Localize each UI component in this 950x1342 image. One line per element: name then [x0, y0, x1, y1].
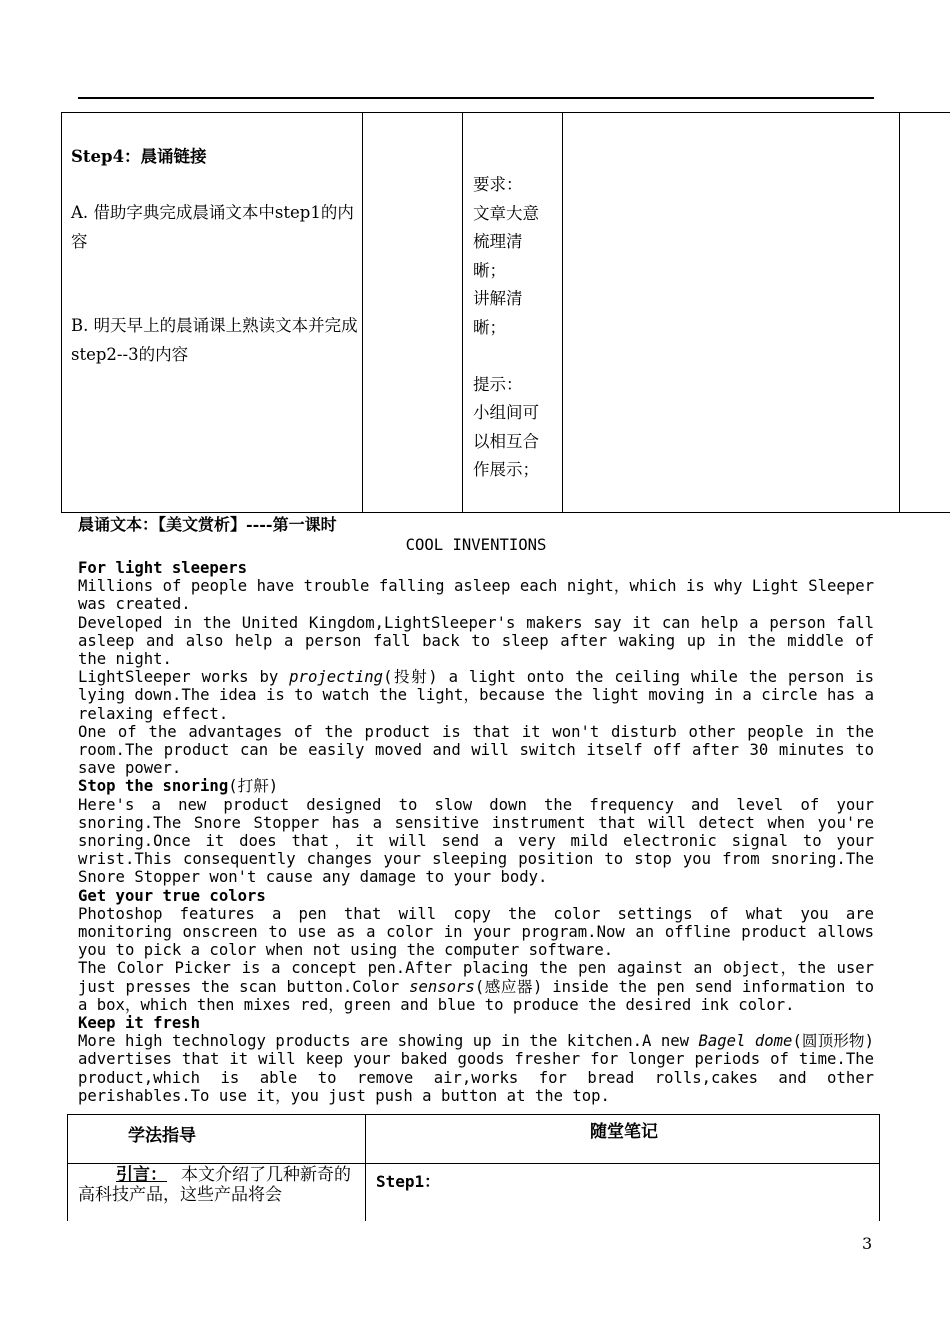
requirement-line: 作展示； — [473, 460, 539, 479]
paragraph: The Color Picker is a concept pen.After placing the pen against an object，the user just presses the scan button.Color sensors(感应器) inside the pen send information to a box，which then mixes red，green and blue to produce the desired ink color. — [78, 959, 874, 1014]
intro-text: 引言： 本文介绍了几种新奇的高科技产品，这些产品将会 — [78, 1165, 351, 1205]
notes-table — [67, 1114, 880, 1221]
requirement-line: 提示： — [473, 374, 523, 394]
activity-table — [61, 112, 950, 513]
requirements-list — [473, 171, 563, 485]
vocab-term: sensors — [409, 977, 475, 996]
reading-passage — [78, 515, 874, 1105]
requirement-line: 以相互合 — [473, 431, 539, 451]
requirement-line: 晰； — [473, 317, 506, 337]
section-heading: For light sleepers — [78, 559, 247, 577]
section-heading: Keep it fresh — [78, 1014, 201, 1033]
page-number: 3 — [862, 1234, 873, 1253]
table-divider — [362, 113, 363, 512]
paragraph: Millions of people have trouble falling asleep each night，which is why Light Sleeper was created. — [78, 577, 874, 614]
table-divider — [462, 113, 463, 512]
requirement-line: 梳理清 — [473, 232, 523, 251]
table-divider — [365, 1115, 366, 1221]
task-item-b: B. 明天早上的晨诵课上熟读文本并完成step2--3的内容 — [71, 316, 358, 364]
requirement-line — [473, 342, 563, 371]
requirement-line: 文章大意 — [473, 203, 539, 223]
vocab-term: projecting — [289, 668, 384, 687]
passage-header: 晨诵文本：【美文赏析】----第一课时 — [78, 515, 337, 534]
class-notes-header: 随堂笔记 — [590, 1122, 658, 1142]
paragraph: More high technology products are showing up in the kitchen.A new Bagel dome(圆顶形物) advertises that it will keep your baked goods fresher for longer periods of time.The product,which is able to remove air,works for bread rolls,cakes and other perishables.To use it，you just push a button at the top. — [78, 1032, 874, 1105]
passage-title: COOL INVENTIONS — [405, 536, 547, 554]
paragraph: One of the advantages of the product is that it won't disturb other people in the room.The product can be easily moved and will switch itself off after 30 minutes to save power. — [78, 722, 874, 778]
vocab-term: Bagel dome — [698, 1032, 793, 1051]
requirement-line: 小组间可 — [473, 403, 539, 422]
table-border — [61, 113, 62, 512]
intro-label: 引言： — [116, 1165, 167, 1185]
paragraph: LightSleeper works by projecting(投射) a light onto the ceiling while the person is lying down.The idea is to watch the light，because the light moving in a circle has a relaxing effect. — [78, 668, 874, 723]
requirement-line: 晰； — [473, 260, 506, 280]
task-item-a: A. 借助字典完成晨诵文本中step1的内容 — [71, 203, 354, 251]
section-heading: Get your true colors — [78, 886, 266, 905]
paragraph: Developed in the United Kingdom,LightSleeper's makers say it can help a person fall asleep and also help a person fall back to sleep after waking up in the middle of the night. — [78, 613, 874, 669]
step1-label: Step1： — [376, 1172, 441, 1191]
table-divider — [899, 113, 900, 512]
study-guide-header: 学法指导 — [128, 1126, 196, 1146]
requirement-line: 要求： — [473, 175, 523, 194]
requirement-line: 讲解清 — [473, 289, 523, 308]
table-divider — [68, 1163, 879, 1164]
header-rule — [78, 97, 874, 99]
step4-title: Step4：晨诵链接 — [71, 147, 207, 166]
paragraph: Photoshop features a pen that will copy the color settings of what you are monitoring onscreen to use as a color in your program.Now an offline product allows you to pick a color when not using the computer software. — [78, 904, 874, 960]
paragraph: Here's a new product designed to slow down the frequency and level of your snoring.The Snore Stopper has a sensitive instrument that will detect when you're snoring.Once it does that，it will send a very mild electronic signal to your wrist.This consequently changes your sleeping position to stop you from snoring.The Snore Stopper won't cause any damage to your body. — [78, 795, 874, 887]
section-heading: Stop the snoring(打鼾) — [78, 777, 279, 796]
